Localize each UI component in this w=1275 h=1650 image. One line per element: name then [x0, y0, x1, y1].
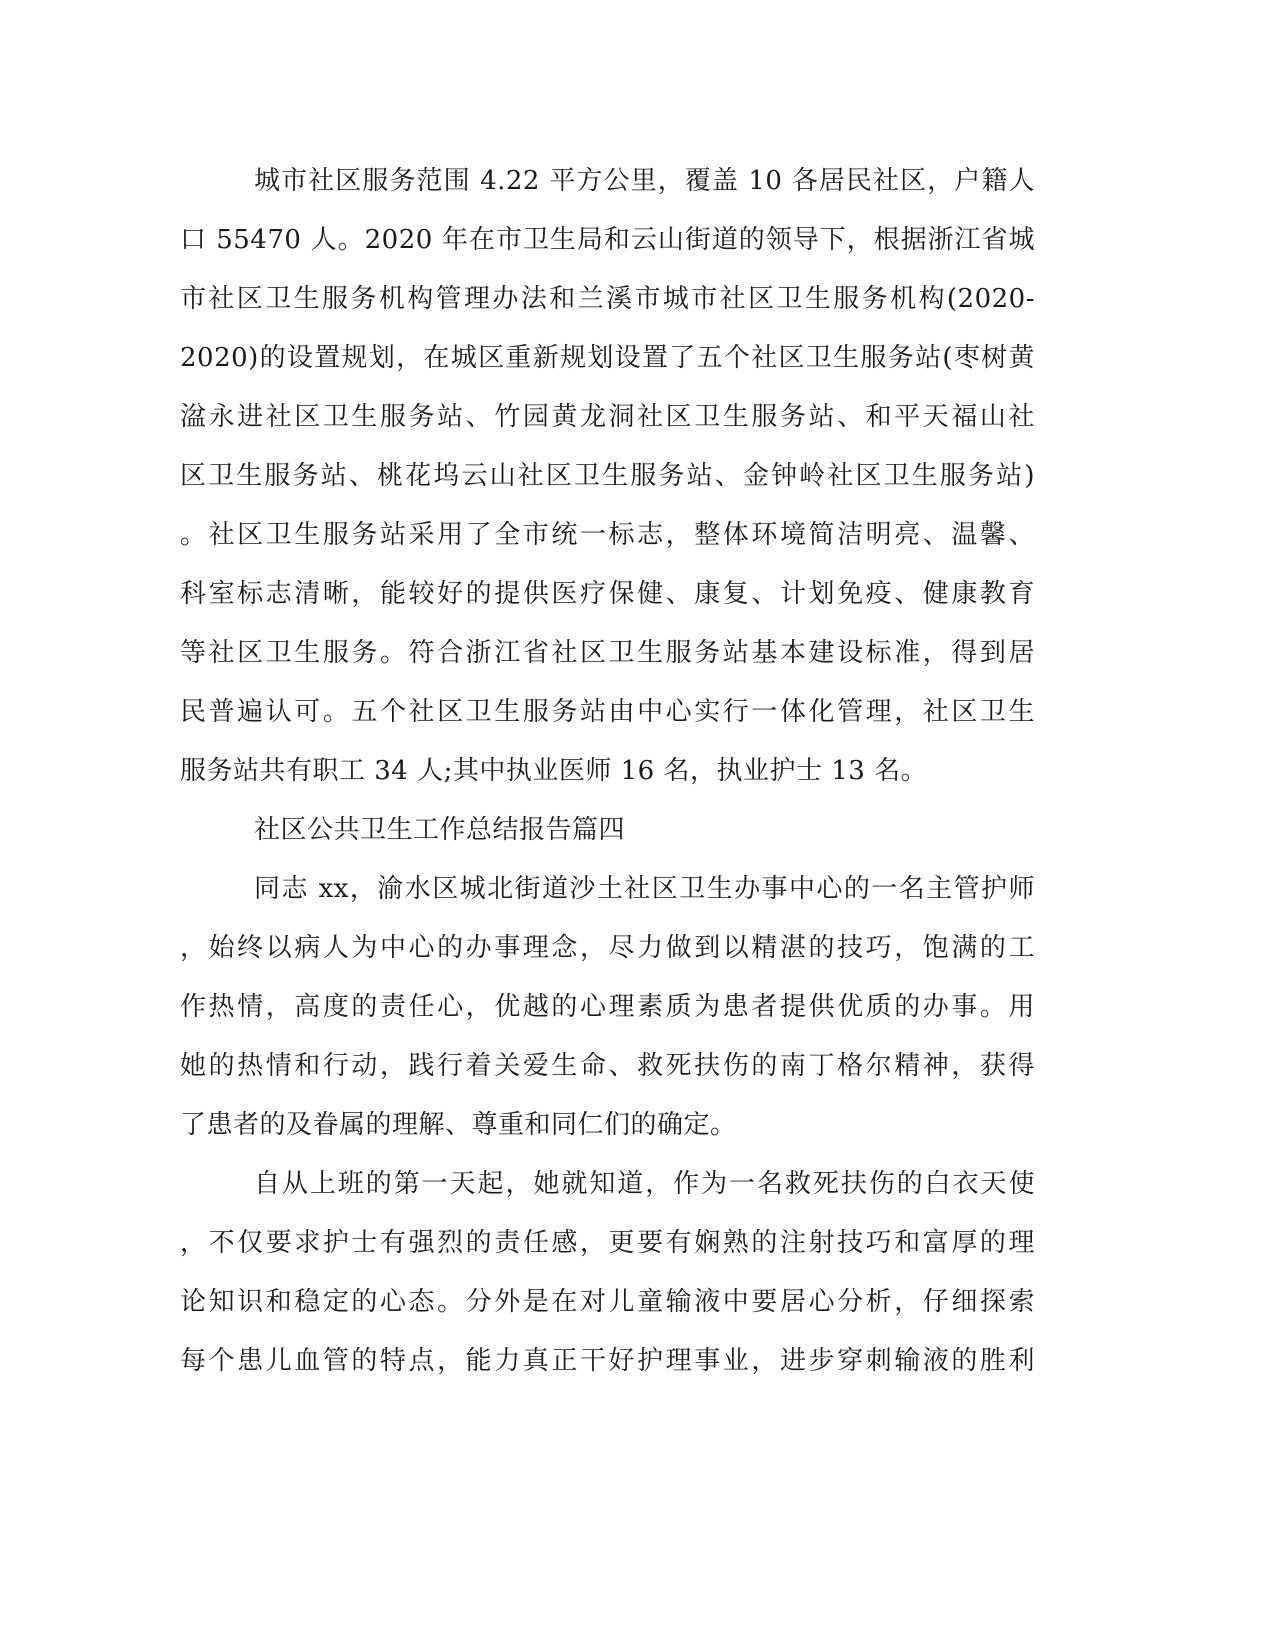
text-line: 口 55470 人。2020 年在市卫生局和云山街道的领导下，根据浙江省城	[180, 225, 1035, 255]
heading-text: 社区公共卫生工作总结报告篇四	[254, 815, 626, 845]
text-line: 科室标志清晰，能较好的提供医疗保健、康复、计划免疫、健康教育	[180, 579, 1035, 609]
text-line: 每个患儿血管的特点，能力真正干好护理事业，进步穿刺输液的胜利	[180, 1346, 1035, 1376]
text-line: 等社区卫生服务。符合浙江省社区卫生服务站基本建设标准，得到居	[180, 638, 1035, 668]
text-line: 市社区卫生服务机构管理办法和兰溪市城市社区卫生服务机构(2020-	[180, 284, 1035, 314]
text-line: 作热情，高度的责任心，优越的心理素质为患者提供优质的办事。用	[180, 992, 1035, 1022]
text-line: 服务站共有职工 34 人;其中执业医师 16 名，执业护士 13 名。	[180, 756, 928, 786]
text-line: ，不仅要求护士有强烈的责任感，更要有娴熟的注射技巧和富厚的理	[180, 1228, 1035, 1258]
text-line: 2020)的设置规划，在城区重新规划设置了五个社区卫生服务站(枣树黄	[180, 343, 1035, 373]
text-line: 城市社区服务范围 4.22 平方公里，覆盖 10 各居民社区，户籍人	[254, 166, 1035, 196]
section-heading	[180, 801, 1035, 860]
document-body	[180, 152, 1035, 1391]
text-line: 了患者的及眷属的理解、尊重和同仁们的确定。	[180, 1110, 737, 1140]
text-line: 湓永进社区卫生服务站、竹园黄龙洞社区卫生服务站、和平天福山社	[180, 402, 1035, 432]
text-line: 区卫生服务站、桃花坞云山社区卫生服务站、金钟岭社区卫生服务站)	[180, 461, 1035, 491]
text-line: 民普遍认可。五个社区卫生服务站由中心实行一体化管理，社区卫生	[180, 697, 1035, 727]
text-line: 同志 xx，渝水区城北街道沙土社区卫生办事中心的一名主管护师	[254, 874, 1035, 904]
paragraph-1	[180, 152, 1035, 801]
text-line: 自从上班的第一天起，她就知道，作为一名救死扶伤的白衣天使	[254, 1169, 1035, 1199]
paragraph-2	[180, 860, 1035, 1155]
text-line: 她的热情和行动，践行着关爱生命、救死扶伤的南丁格尔精神，获得	[180, 1051, 1035, 1081]
text-line: 。社区卫生服务站采用了全市统一标志，整体环境简洁明亮、温馨、	[180, 520, 1035, 550]
text-line: ，始终以病人为中心的办事理念，尽力做到以精湛的技巧，饱满的工	[180, 933, 1035, 963]
paragraph-3	[180, 1155, 1035, 1391]
text-line: 论知识和稳定的心态。分外是在对儿童输液中要居心分析，仔细探索	[180, 1287, 1035, 1317]
